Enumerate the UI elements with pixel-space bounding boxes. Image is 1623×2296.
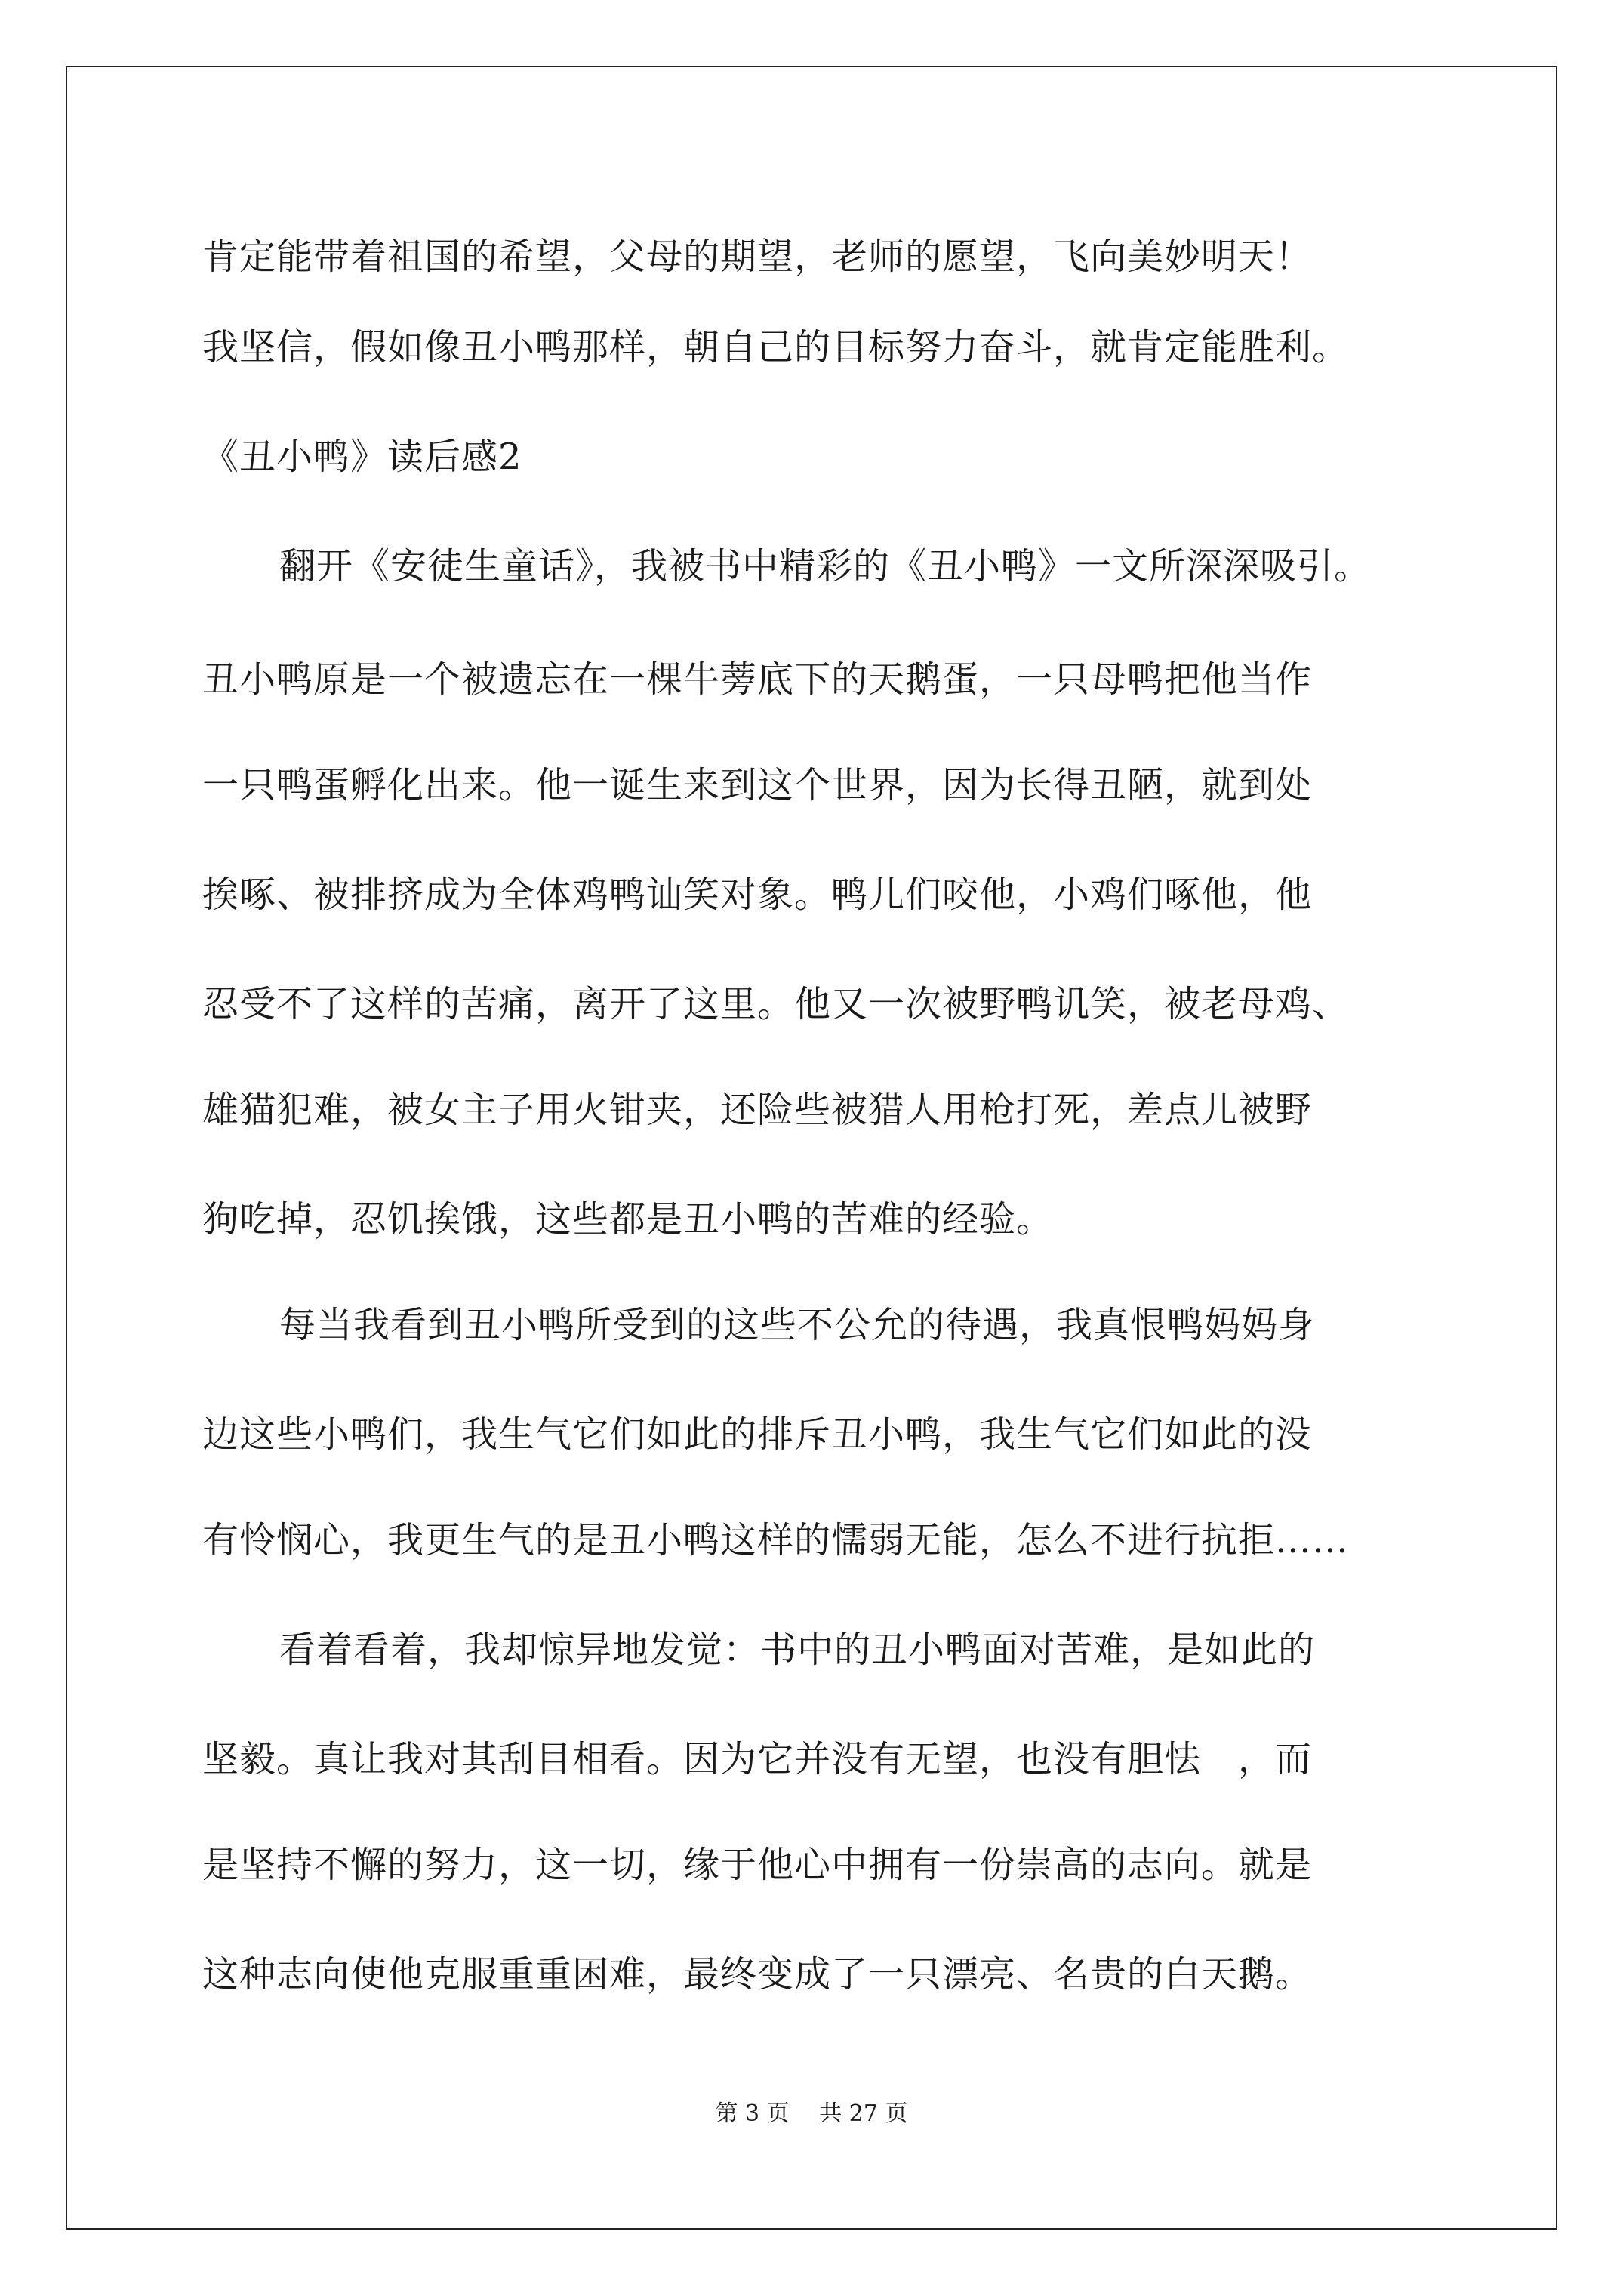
section-heading: 《丑小鸭》读后感2 bbox=[202, 436, 522, 478]
paragraph-first-line: 翻开《安徒生童话》，我被书中精彩的《丑小鸭》一文所深深吸引。 bbox=[279, 545, 1372, 587]
text-line: 坚毅。真让我对其刮目相看。因为它并没有无望，也没有胆怯 ，而 bbox=[202, 1738, 1313, 1780]
page-frame bbox=[66, 66, 1557, 2230]
text-line: 我坚信，假如像丑小鸭那样，朝自己的目标努力奋斗，就肯定能胜利。 bbox=[202, 326, 1350, 368]
paragraph-first-line: 每当我看到丑小鸭所受到的这些不公允的待遇，我真恨鸭妈妈身 bbox=[279, 1304, 1316, 1346]
text-line: 肯定能带着祖国的希望，父母的期望，老师的愿望，飞向美妙明天！ bbox=[202, 236, 1313, 278]
text-line: 边这些小鸭们，我生气它们如此的排斥丑小鸭，我生气它们如此的没 bbox=[202, 1413, 1313, 1456]
text-line: 狗吃掉，忍饥挨饿，这些都是丑小鸭的苦难的经验。 bbox=[202, 1198, 1054, 1240]
text-line: 一只鸭蛋孵化出来。他一诞生来到这个世界，因为长得丑陋，就到处 bbox=[202, 764, 1313, 806]
text-line: 丑小鸭原是一个被遗忘在一棵牛蒡底下的天鹅蛋，一只母鸭把他当作 bbox=[202, 658, 1313, 701]
text-line: 是坚持不懈的努力，这一切，缘于他心中拥有一份崇高的志向。就是 bbox=[202, 1844, 1313, 1886]
text-line: 有怜悯心，我更生气的是丑小鸭这样的懦弱无能，怎么不进行抗拒…… bbox=[202, 1519, 1350, 1561]
text-line: 雄猫犯难，被女主子用火钳夹，还险些被猎人用枪打死，差点儿被野 bbox=[202, 1089, 1313, 1131]
text-line: 这种志向使他克服重重困难，最终变成了一只漂亮、名贵的白天鹅。 bbox=[202, 1953, 1313, 1996]
text-line: 忍受不了这样的苦痛，离开了这里。他又一次被野鸭讥笑，被老母鸡、 bbox=[202, 983, 1350, 1025]
paragraph-first-line: 看着看着，我却惊异地发觉：书中的丑小鸭面对苦难，是如此的 bbox=[279, 1629, 1316, 1671]
page-number-footer: 第 3 页 共 27 页 bbox=[715, 2100, 908, 2127]
text-line: 挨啄、被排挤成为全体鸡鸭讪笑对象。鸭儿们咬他，小鸡们啄他，他 bbox=[202, 874, 1313, 916]
